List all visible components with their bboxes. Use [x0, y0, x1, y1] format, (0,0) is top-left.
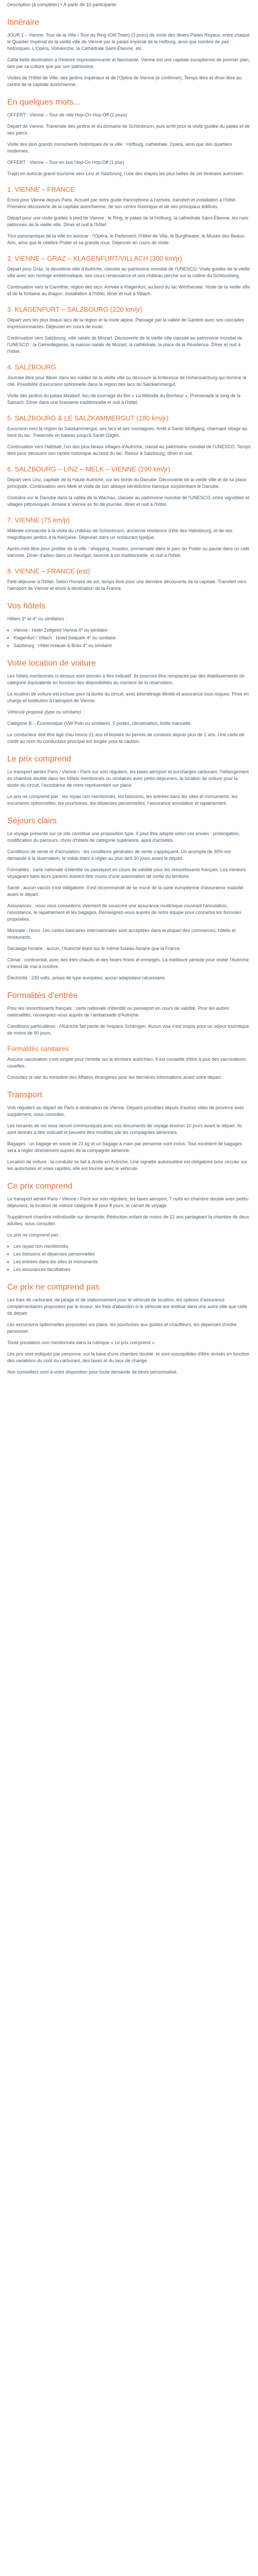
paragraph: Bagages : un bagage en soute de 23 kg et un bagage à main par personne sont inclus. Tout excédent de bagages sera à régler directement auprès de la compagnie aérienne. — [7, 1141, 243, 1153]
section-heading-transport: Transport — [7, 1091, 42, 1099]
day-title: 8. VIENNE – FRANCE (est) — [7, 567, 90, 575]
sub-heading-health: Formalités sanitaires — [7, 1045, 69, 1053]
paragraph: Journée libre pour flâner dans les ruelles de la vieille ville ou découvrir la forteresse de Hohensalzburg qui domine la cité. Possibilité d'excursion optionnelle dans la région des lacs du Salzkammergut. — [7, 375, 247, 387]
sub-label: Le prix ne comprend pas : — [7, 1232, 61, 1238]
paragraph: Conditions particulières : l'Autriche fait partie de l'espace Schengen. Aucun visa n'est requis pour un séjour touristique de moins de 90 jours. — [7, 1024, 249, 1036]
paragraph: Continuation vers Salzbourg, ville natale de Mozart. Découverte de la vieille ville classée au patrimoine mondial de l'UNESCO : la Getreidegasse, la maison natale de Mozart, la cathédrale, la place de la Résidence. Dîner et nuit à l'hôtel. — [7, 335, 243, 354]
paragraph: Tour panoramique de la ville en autocar : l'Opéra, le Parlement, l'Hôtel de Ville, le Burgtheater, le Musée des Beaux-Arts, ainsi que le célèbre Prater et sa grande roue. Déjeuner en cours de visite. — [7, 233, 246, 245]
paragraph: Continuation vers Hallstatt, l'un des plus beaux villages d'Autriche, classé au patrimoine mondial de l'UNESCO. Temps libre pour découvrir son centre historique au bord du lac. Retour à Salzbourg, dîner et nuit. — [7, 444, 251, 456]
day-title: 3. KLAGENFURT – SALZBOURG (220 km/jr) — [7, 306, 142, 313]
intro-text: Description (à compléter) • À partir de 10 participants — [7, 2, 117, 7]
paragraph: Visites de l'Hôtel de Ville, des jardins impériaux et de l'Opéra de Vienne (à confirmer). Temps libre et dîner libre au centre de la capitale autrichienne. — [7, 75, 242, 87]
paragraph: Trajet en autocar grand tourisme vers Linz et Salzbourg, l'une des étapes les plus belles de cet itinéraire autrichien. — [7, 171, 245, 176]
paragraph: Toute prestation non mentionnée dans la rubrique « Le prix comprend ». — [7, 1340, 156, 1345]
paragraph: Cette belle destination a l'histoire impressionnante et fascinante. Vienne est une capitale européenne de premier plan, tant par sa culture que par son patrimoine. — [7, 57, 250, 69]
sub-label: Véhicule proposé (type ou similaire) : — [7, 709, 84, 715]
paragraph: Les prix sont indiqués par personne, sur la base d'une chambre double, et sont susceptibles d'être révisés en fonction des variations du coût du carburant, des taxes et du taux de change. — [7, 1351, 250, 1363]
section-heading-hotels: Vos hôtels — [7, 602, 45, 611]
paragraph: Après-midi libre pour profiter de la ville : shopping, musées, promenade dans le parc du Prater ou pause dans un café viennois. Dîner d'adieu dans un Heuriger, taverne à vin traditionnelle, et nuit à l'hôtel. — [7, 546, 250, 558]
paragraph: Le voyage présenté sur ce site constitue une proposition type. Il peut être adapté selon vos envies : prolongation, modification du parcours, choix d'hôtels de catégorie supérieure, ajout d'activités. — [7, 831, 240, 843]
section-heading-itinerary: Itinéraire — [7, 18, 40, 27]
paragraph: Climat : continental, avec des étés chauds et des hivers froids et enneigés. La meilleure période pour visiter l'Autriche s'étend de mai à octobre. — [7, 957, 249, 969]
paragraph: Décalage horaire : aucun, l'Autriche étant sur le même fuseau horaire que la France. — [7, 946, 181, 951]
paragraph: Départ vers les plus beaux lacs de la région et la route alpine. Passage par la vallée de Gastein avec ses cascades impressionnantes. Déjeuner en cours de route. — [7, 317, 245, 329]
day-title: 6. SALZBOURG – LINZ – MELK – VIENNE (290 km/jr) — [7, 465, 170, 473]
paragraph: OFFERT : Vienne – Tour en bus Hop-On Hop-Off (1 jour) — [7, 160, 124, 165]
paragraph: Location de voiture : la conduite se fait à droite en Autriche. Une vignette autoroutière est obligatoire pour circuler sur les autoroutes et voies rapides, elle est fournie avec le véhicule. — [7, 1159, 248, 1171]
day-title: 1. VIENNE – FRANCE — [7, 185, 75, 193]
day-title: 7. VIENNE (75 km/jr) — [7, 516, 70, 524]
paragraph: Le conducteur doit être âgé d'au moins 21 ans et titulaire du permis de conduire depuis plus de 2 ans. Une carte de crédit au nom du conducteur principal est exigée pour la caution. — [7, 732, 245, 744]
paragraph: Assurances : nous vous conseillons vivement de souscrire une assurance multirisque couvrant l'annulation, l'assistance, le rapatriement et les bagages. Renseignez-vous auprès de notre équipe pour connaître les formules proposées. — [7, 903, 241, 922]
paragraph: Matinée consacrée à la visite du château de Schönbrunn, ancienne résidence d'été des Habsbourg, et de ses magnifiques jardins à la française. Déjeuner dans un restaurant typique. — [7, 528, 233, 540]
paragraph: Continuation vers la Carinthie, région des lacs. Arrivée à Klagenfurt, au bord du lac Wörthersee. Visite de la vieille ville et de la fontaine au dragon. Installation à l'hôtel, dîner et nuit à Villach. — [7, 284, 250, 296]
paragraph: Électricité : 230 volts, prises de type européen, aucun adaptateur nécessaire. — [7, 975, 166, 980]
paragraph: Visite des plus grands monuments historiques de la ville : Hofburg, cathédrale, Opéra, ainsi que des quartiers modernes. — [7, 142, 232, 154]
day-title: 5. SALZBOURG & LE SALZKAMMERGUT (180 km/jr) — [7, 414, 169, 422]
list-item: • Salzbourg : Hotel Imlauer & Bräu 4* ou similaire — [13, 642, 251, 649]
section-heading-price-excludes: Ce prix ne comprend pas — [7, 1283, 100, 1292]
paragraph: Conditions de vente et d'annulation : les conditions générales de vente s'appliquent. Un acompte de 30% est demandé à la réservation, le solde étant à régler au plus tard 30 jours avant le départ. — [7, 849, 231, 861]
section-heading-car-rental: Votre location de voiture — [7, 659, 96, 668]
day-title: 4. SALZBOURG — [7, 363, 56, 371]
paragraph: Départ de Vienne. Traversée des jardins et du domaine de Schönbrunn, puis arrêt pour la visite guidée du palais et de ses parcs. — [7, 124, 250, 135]
section-heading-stays: Séjours clairs — [7, 817, 57, 825]
section-heading-price-includes: Le prix comprend — [7, 755, 71, 764]
section-heading-entry-formalities: Formalités d'entrée — [7, 991, 78, 1000]
paragraph: Nos conseillers sont à votre disposition pour toute demande de devis personnalisé. — [7, 1369, 178, 1375]
paragraph: Pour les ressortissants français : carte nationale d'identité ou passeport en cours de validité. Pour les autres nationalités, renseignez-vous auprès de l'ambassade d'Autriche. — [7, 1006, 229, 1018]
paragraph: Les horaires de vol vous seront communiqués avec vos documents de voyage environ 10 jours avant le départ. Ils sont donnés à titre indicatif et peuvent être modifiés par les compagnies aériennes. — [7, 1123, 242, 1135]
paragraph: Départ pour une visite guidée à pied de Vienne : le Ring, le palais de la Hofburg, la cathédrale Saint-Étienne, les rues piétonnes de la vieille ville. Dîner et nuit à l'hôtel. — [7, 215, 249, 227]
paragraph: JOUR 1 – Vienne. Tour de la Ville / Tour du Ring (Old Town) (3 jours) de visite des divers Palais Royaux, entre chaque le Quartier Impérial de la vieille ville de Vienne par le palais impérial de la Hofburg, ainsi que nombre de pas historiques. L'Opéra, Votivkirche, la Cathédrale Saint-Étienne, etc. — [7, 32, 250, 51]
paragraph: Départ pour Graz, la deuxième ville d'Autriche, classée au patrimoine mondial de l'UNESCO. Visite guidée de la vieille ville avec son horloge emblématique, ses cours renaissance et son château perché sur la colline du Schlossberg. — [7, 266, 250, 278]
section-heading-price-details: Ce prix comprend — [7, 1182, 73, 1191]
paragraph: Consultez le site du ministère des Affaires étrangères pour les dernières informations avant votre départ. — [7, 1075, 222, 1080]
day-title: 2. VIENNE – GRAZ – KLAGENFURT/VILLACH (300 km/jr) — [7, 255, 182, 262]
paragraph: Croisière sur le Danube dans la vallée de la Wachau, classée au patrimoine mondial de l'UNESCO, entre vignobles et villages pittoresques. Arrivée à Vienne en fin de journée, dîner et nuit à l'hôtel. — [7, 495, 250, 507]
paragraph: Aucune vaccination n'est exigée pour l'entrée sur le territoire autrichien. Il est conseillé d'être à jour des vaccinations usuelles. — [7, 1057, 246, 1069]
list-item: • Klagenfurt / Villach : Hotel Seepark 4* ou similaire — [13, 635, 251, 641]
paragraph: Catégorie B – Économique (VW Polo ou similaire), 5 portes, climatisation, boîte manuelle. — [7, 721, 192, 726]
paragraph: Le prix ne comprend pas : les repas non mentionnés, les boissons, les entrées dans les sites et monuments, les excursions optionnelles, les pourboires, les dépenses personnelles, l'assurance annulation et rapatriement. — [7, 794, 238, 806]
paragraph: Supplément chambre individuelle sur demande. Réduction enfant de moins de 12 ans partageant la chambre de deux adultes, nous consulter. — [7, 1214, 249, 1226]
paragraph: Le transport aérien Paris / Vienne / Paris sur vols réguliers, les taxes aéroport, 7 nuits en chambre double avec petits-déjeuners, la location de voiture catégorie B pour 8 jours, le carnet de voyage. — [7, 1196, 249, 1208]
paragraph: Hôtels 3* et 4* ou similaires : — [7, 616, 67, 621]
list-item: • Vienne : Hotel Zeitgeist Vienna 4* ou similaire — [13, 627, 251, 634]
paragraph: Le transport aérien Paris / Vienne / Paris sur vols réguliers, les taxes aéroport et surcharges carburant, l'hébergement en chambre double dans les hôtels mentionnés ou similaires avec petits-déjeuners, la location de voiture pour la durée du circuit, l'assistance de notre représentant sur place. — [7, 769, 249, 788]
paragraph: Les hôtels mentionnés ci-dessus sont donnés à titre indicatif. Ils pourront être remplacés par des établissements de catégorie équivalente en fonction des disponibilités au moment de la réservation. — [7, 673, 245, 685]
paragraph: Formalités : carte nationale d'identité ou passeport en cours de validité pour les ressortissants français. Les mineurs voyageant sans leurs parents doivent être munis d'une autorisation de sortie du territoire. — [7, 867, 246, 879]
hotel-list — [7, 627, 251, 649]
paragraph: Petit-déjeuner à l'hôtel. Selon l'horaire de vol, temps libre pour une dernière découverte de la capitale. Transfert vers l'aéroport de Vienne et envol à destination de la France. — [7, 579, 247, 591]
paragraph: OFFERT : Vienne – Tour de ville Hop-On Hop-Off (2 jours) — [7, 112, 127, 117]
list-item: • Les boissons et dépenses personnelles — [13, 1251, 251, 1258]
list-item: • Les repas non mentionnés — [13, 1243, 251, 1250]
paragraph: La location de voiture est incluse pour la durée du circuit, avec kilométrage illimité et assurance tous risques. Prise en charge et restitution à l'aéroport de Vienne. — [7, 691, 249, 703]
list-item: • Les entrées dans les sites et monuments — [13, 1259, 251, 1265]
paragraph: Départ vers Linz, capitale de la Haute-Autriche, sur les bords du Danube. Découverte de la vieille ville et de sa place principale. Continuation vers Melk et visite de son abbaye bénédictine baroque surplombant le Danube. — [7, 477, 247, 489]
paragraph: Santé : aucun vaccin n'est obligatoire. Il est recommandé de se munir de la carte européenne d'assurance maladie avant le départ. — [7, 885, 244, 897]
paragraph: Excursion vers la région du Salzkammergut, ses lacs et ses montagnes. Arrêt à Sankt Wolfgang, charmant village au bord du lac. Traversée en bateau jusqu'à Sankt Gilgen. — [7, 426, 248, 438]
paragraph: Monnaie : l'euro. Les cartes bancaires internationales sont acceptées dans la plupart des commerces, hôtels et restaurants. — [7, 928, 236, 940]
paragraph: Envol pour Vienne depuis Paris. Accueil par notre guide francophone à l'arrivée, transfert et installation à l'hôtel. Première découverte de la capitale autrichienne, de son centre historique et de ses principaux édifices. — [7, 197, 237, 209]
paragraph: Les frais de carburant, de péage et de stationnement pour le véhicule de location, les options d'assurance complémentaires proposées par le loueur, les frais d'abandon si le véhicule est restitué dans une autre ville que celle de départ. — [7, 1297, 247, 1316]
paragraph: Vols réguliers au départ de Paris à destination de Vienne. Départs possibles depuis d'autres villes de province avec supplément, nous consulter. — [7, 1105, 245, 1117]
exclusions-list — [7, 1243, 251, 1273]
paragraph: Visite des jardins du palais Mirabell, lieu de tournage du film « La Mélodie du Bonheur ». Promenade le long de la Salzach. Dîner dans une brasserie traditionnelle et nuit à l'hôtel. — [7, 393, 241, 405]
list-item: • Les assurances facultatives — [13, 1266, 251, 1273]
section-heading-program: En quelques mots... — [7, 98, 80, 107]
paragraph: Les excursions optionnelles proposées sur place, les pourboires aux guides et chauffeurs, les dépenses d'ordre personnel. — [7, 1322, 237, 1334]
